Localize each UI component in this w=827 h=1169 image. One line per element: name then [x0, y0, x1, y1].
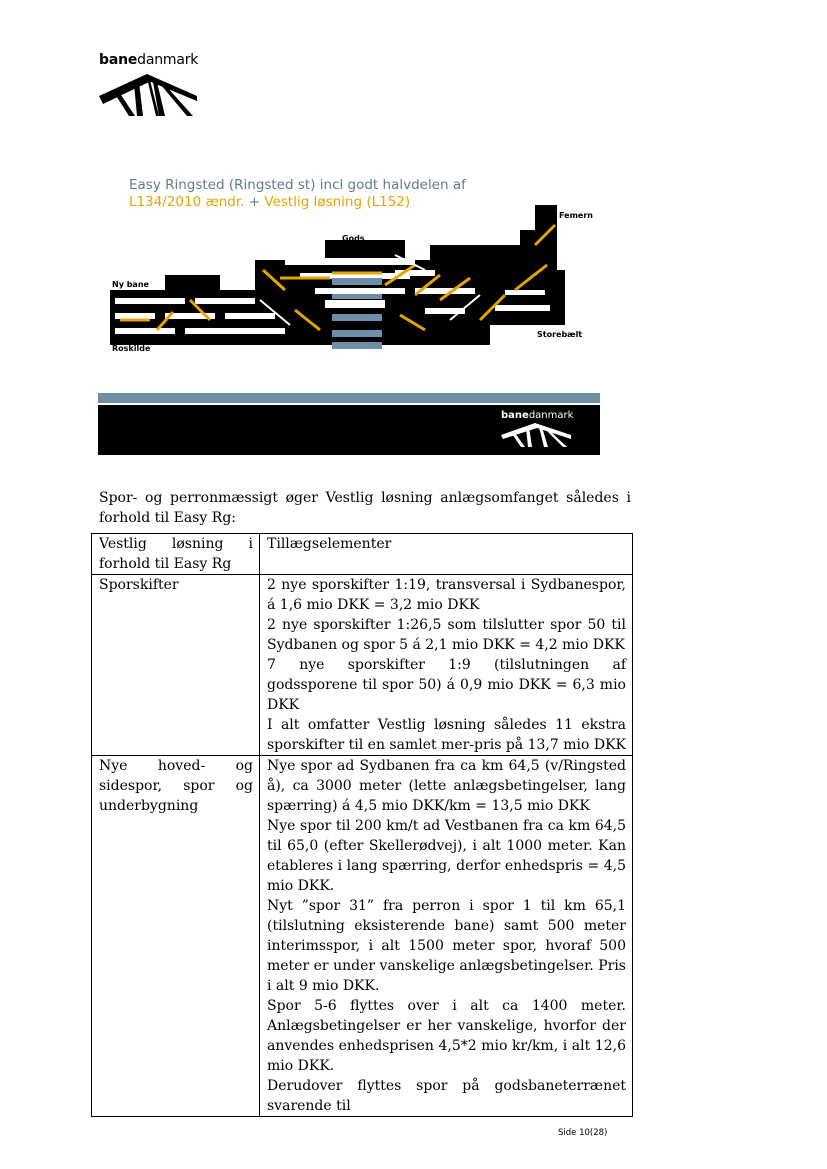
intro-paragraph: Spor- og perronmæssigt øger Vestlig løsning anlægsomfanget således i forhold til Easy Rg:: [99, 490, 631, 526]
logo-wordmark: banedanmark: [99, 52, 199, 68]
table-header-row: [92, 534, 633, 575]
row-label: Sporskifter: [92, 575, 260, 756]
diagram-subtitle: L134/2010 ændr. + Vestlig løsning (L152): [129, 194, 411, 210]
row-paragraph: Spor 5-6 flyttes over i alt ca 1400 meter. Anlægsbetingelser er her vanskelige, hvorfor der anvendes enhedsprisen 4,5*2 mio kr/km, i alt 12,6 mio DKK.: [267, 998, 626, 1074]
track-schematic: [95, 170, 605, 365]
label-gods: Gods: [342, 234, 365, 243]
table-row: [92, 575, 633, 756]
track-layout-diagram: [95, 170, 605, 365]
table-row: [92, 756, 633, 1117]
label-storebaelt: Storebælt: [537, 330, 583, 339]
label-ny-bane: Ny bane: [112, 280, 149, 289]
row-paragraph: 7 nye sporskifter 1:9 (tilslutningen af godssporene til spor 50) á 0,9 mio DKK = 6,3 mio DKK: [267, 657, 626, 713]
table-header-col1: Vestlig løsning i forhold til Easy Rg: [92, 534, 260, 575]
table-header-col2: Tillægselementer: [260, 534, 633, 575]
row-paragraph: Derudover flyttes spor på godsbaneterrænet svarende til: [267, 1078, 626, 1114]
band-logo-wordmark: banedanmark: [501, 410, 574, 421]
row-paragraph: I alt omfatter Vestlig løsning således 11 ekstra sporskifter til en samlet mer-pris på 13,7 mio DKK: [267, 717, 626, 753]
page-number: Side 10(28): [558, 1128, 608, 1138]
row-paragraph: Nye spor ad Sydbanen fra ca km 64,5 (v/Ringsted å), ca 3000 meter (lette anlægsbetingelser, lang spærring) á 4,5 mio DKK/km = 13,5 mio DKK: [267, 758, 626, 814]
row-label: Nye hoved- og sidespor, spor og underbygning: [92, 756, 260, 1117]
banedanmark-logo: [99, 52, 199, 124]
row-paragraph: Nyt ”spor 31” fra perron i spor 1 til km 65,1 (tilslutning eksisterende bane) samt 500 meter interimsspor, i alt 1500 meter spor, hvoraf 500 meter er under vanskelige anlægsbetingelser. Pris i alt 9 mio DKK.: [267, 898, 626, 994]
supplement-table: [91, 533, 633, 1117]
band-bridge-icon: [501, 421, 571, 447]
band-logo: [501, 410, 574, 450]
diagram-title: Easy Ringsted (Ringsted st) incl godt halvdelen af: [129, 177, 466, 193]
label-roskilde: Roskilde: [112, 344, 151, 353]
row-content: [260, 756, 633, 1117]
row-paragraph: 2 nye sporskifter 1:19, transversal i Sydbanespor, á 1,6 mio DKK = 3,2 mio DKK: [267, 577, 626, 613]
header-band-blue: [98, 393, 600, 403]
label-femern: Femern: [559, 211, 593, 220]
row-paragraph: Nye spor til 200 km/t ad Vestbanen fra ca km 64,5 til 65,0 (efter Skellerødvej), i alt 1000 meter. Kan etableres i lang spærring, derfor enhedspris = 4,5 mio DKK.: [267, 818, 626, 894]
row-content: [260, 575, 633, 756]
row-paragraph: 2 nye sporskifter 1:26,5 som tilslutter spor 50 til Sydbanen og spor 5 á 2,1 mio DKK = 4,2 mio DKK: [267, 617, 626, 653]
bridge-icon: [99, 68, 197, 118]
